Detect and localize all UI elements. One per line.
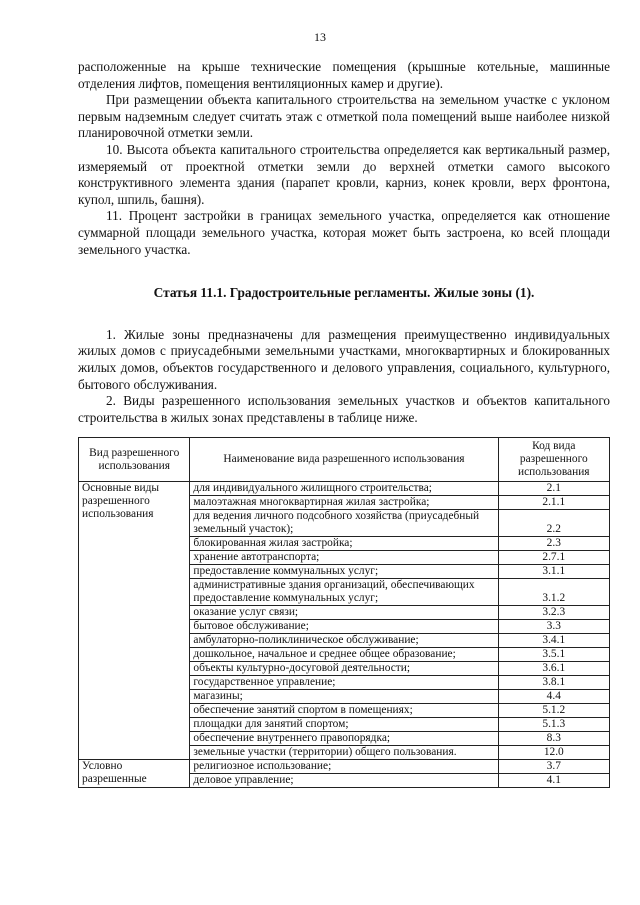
use-code-cell: 5.1.3: [498, 718, 609, 732]
section-heading: Статья 11.1. Градостроительные регламенты. Жилые зоны (1).: [153, 285, 535, 301]
conditional-uses-group: [79, 760, 610, 788]
use-code-cell: 5.1.2: [498, 704, 609, 718]
use-name-cell: предоставление коммунальных услуг;: [190, 565, 498, 579]
use-code-cell: 3.8.1: [498, 676, 609, 690]
use-code-cell: 4.4: [498, 690, 609, 704]
use-name-cell: площадки для занятий спортом;: [190, 718, 498, 732]
table-row: [79, 760, 610, 774]
use-name-cell: для ведения личного подсобного хозяйства (приусадебный земельный участок);: [190, 510, 498, 537]
table-row: [79, 482, 610, 496]
use-name-cell: земельные участки (территории) общего пользования.: [190, 746, 498, 760]
use-name-cell: амбулаторно-поликлиническое обслуживание;: [190, 634, 498, 648]
use-name-cell: магазины;: [190, 690, 498, 704]
paragraph-slope: При размещении объекта капитального строительства на земельном участке с уклоном первым надземным следует считать этаж с отметкой пола помещений выше наиболее низкой планировочной отметки земли.: [78, 92, 610, 141]
page-number: 13: [314, 30, 326, 44]
use-name-cell: блокированная жилая застройка;: [190, 537, 498, 551]
paragraph-zones-purpose: 1. Жилые зоны предназначены для размещения преимущественно индивидуальных жилых домов с приусадебными земельными участками, многоквартирных и блокированных жилых домов, объектов государственного и делового управления, социального, культурного, бытового обслуживания.: [78, 326, 610, 392]
use-group-label: Условно разрешенные: [79, 760, 190, 788]
use-name-cell: государственное управление;: [190, 676, 498, 690]
use-name-cell: бытовое обслуживание;: [190, 620, 498, 634]
permitted-use-table: [78, 437, 610, 788]
use-code-cell: 4.1: [498, 774, 609, 788]
use-name-cell: деловое управление;: [190, 774, 498, 788]
use-group-label: Основные виды разрешенного использования: [79, 482, 190, 760]
use-name-cell: дошкольное, начальное и среднее общее образование;: [190, 648, 498, 662]
use-name-cell: хранение автотранспорта;: [190, 551, 498, 565]
paragraph-coverage: 11. Процент застройки в границах земельного участка, определяется как отношение суммарной площади земельного участка, которая может быть застроена, ко всей площади земельного участка.: [78, 208, 610, 257]
use-code-cell: 2.2: [498, 510, 609, 537]
table-header-row: [79, 438, 610, 482]
use-code-cell: 8.3: [498, 732, 609, 746]
use-code-cell: 3.6.1: [498, 662, 609, 676]
use-code-cell: 3.1.2: [498, 579, 609, 606]
use-code-cell: 3.3: [498, 620, 609, 634]
header-use-type: Вид разрешенного использования: [79, 438, 190, 482]
use-name-cell: для индивидуального жилищного строительства;: [190, 482, 498, 496]
use-name-cell: административные здания организаций, обеспечивающих предоставление коммунальных услуг;: [190, 579, 498, 606]
document-body: [78, 59, 610, 426]
use-code-cell: 3.5.1: [498, 648, 609, 662]
use-code-cell: 3.7: [498, 760, 609, 774]
use-name-cell: обеспечение занятий спортом в помещениях;: [190, 704, 498, 718]
use-code-cell: 3.2.3: [498, 606, 609, 620]
main-uses-group: [79, 482, 610, 760]
header-use-name: Наименование вида разрешенного использования: [190, 438, 498, 482]
use-name-cell: оказание услуг связи;: [190, 606, 498, 620]
paragraph-height: 10. Высота объекта капитального строительства определяется как вертикальный размер, измеряемый от проектной отметки земли до верхней отметки самого высокого конструктивного элемента здания (парапет кровли, карниз, конек кровли, верх фронтона, купол, шпиль, башня).: [78, 141, 610, 207]
use-code-cell: 3.1.1: [498, 565, 609, 579]
use-code-cell: 3.4.1: [498, 634, 609, 648]
use-code-cell: 2.7.1: [498, 551, 609, 565]
use-name-cell: обеспечение внутреннего правопорядка;: [190, 732, 498, 746]
use-code-cell: 2.1.1: [498, 496, 609, 510]
use-code-cell: 12.0: [498, 746, 609, 760]
use-code-cell: 2.1: [498, 482, 609, 496]
use-name-cell: объекты культурно-досуговой деятельности;: [190, 662, 498, 676]
use-name-cell: малоэтажная многоквартирная жилая застройка;: [190, 496, 498, 510]
use-name-cell: религиозное использование;: [190, 760, 498, 774]
header-use-code: Код вида разрешенного использования: [498, 438, 609, 482]
use-code-cell: 2.3: [498, 537, 609, 551]
paragraph-zones-table-intro: 2. Виды разрешенного использования земельных участков и объектов капитального строительства в жилых зонах представлены в таблице ниже.: [78, 393, 610, 425]
paragraph-rooftop: расположенные на крыше технические помещения (крышные котельные, машинные отделения лифтов, помещения вентиляционных камер и другие).: [78, 59, 610, 91]
